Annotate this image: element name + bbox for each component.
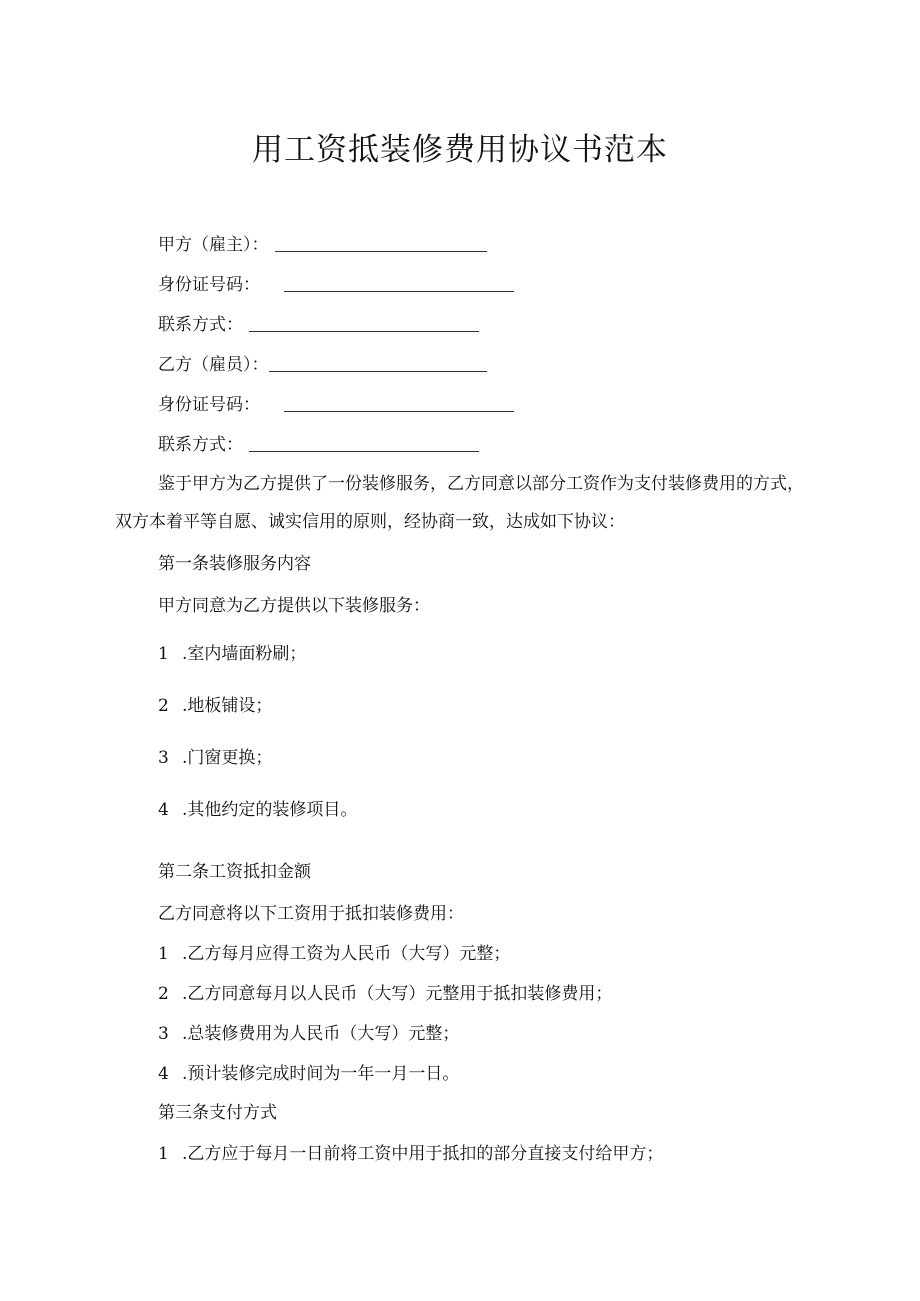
item-number: 3 bbox=[158, 1024, 169, 1044]
item-text: .乙方同意每月以人民币（大写）元整用于抵扣装修费用； bbox=[182, 984, 613, 1004]
article1-item bbox=[158, 642, 306, 666]
item-number: 4 bbox=[158, 800, 169, 820]
item-number: 2 bbox=[158, 696, 169, 716]
article1-heading: 第一条装修服务内容 bbox=[158, 554, 311, 574]
article2-item bbox=[158, 942, 510, 966]
party-b-id-row bbox=[158, 391, 514, 417]
intro-paragraph: 鉴于甲方为乙方提供了一份装修服务，乙方同意以部分工资作为支付装修费用的方式，双方本着平等自愿、诚实信用的原则，经协商一致，达成如下协议： bbox=[115, 474, 804, 532]
item-text: .总装修费用为人民币（大写）元整； bbox=[182, 1024, 460, 1044]
party-b-row bbox=[158, 351, 487, 377]
party-a-contact-blank[interactable] bbox=[249, 313, 479, 332]
party-a-row bbox=[158, 231, 487, 257]
item-number: 1 bbox=[158, 944, 169, 964]
article1-item bbox=[158, 798, 357, 822]
party-a-label: 甲方（雇主）： bbox=[158, 235, 269, 255]
party-a-id-blank[interactable] bbox=[284, 273, 514, 292]
item-text: .预计装修完成时间为一年一月一日。 bbox=[182, 1064, 460, 1084]
party-a-contact-label: 联系方式： bbox=[158, 315, 243, 335]
item-number: 1 bbox=[158, 1144, 169, 1164]
article3-item bbox=[158, 1142, 663, 1166]
party-b-contact-blank[interactable] bbox=[249, 433, 479, 452]
item-number: 1 bbox=[158, 644, 169, 664]
item-number: 4 bbox=[158, 1064, 169, 1084]
article2-lead: 乙方同意将以下工资用于抵扣装修费用： bbox=[158, 904, 464, 924]
party-b-contact-label: 联系方式： bbox=[158, 435, 243, 455]
party-b-contact-row bbox=[158, 431, 479, 457]
item-text: .门窗更换； bbox=[182, 748, 273, 768]
party-a-id-row bbox=[158, 271, 514, 297]
article2-heading: 第二条工资抵扣金额 bbox=[158, 862, 311, 882]
item-number: 2 bbox=[158, 984, 169, 1004]
party-b-id-label: 身份证号码： bbox=[158, 395, 260, 415]
item-text: .地板铺设； bbox=[182, 696, 273, 716]
item-text: .乙方每月应得工资为人民币（大写）元整； bbox=[182, 944, 511, 964]
item-text: .室内墙面粉刷； bbox=[182, 644, 307, 664]
item-number: 3 bbox=[158, 748, 169, 768]
document-title: 用工资抵装修费用协议书范本 bbox=[252, 132, 668, 168]
item-text: .乙方应于每月一日前将工资中用于抵扣的部分直接支付给甲方； bbox=[182, 1144, 664, 1164]
article1-item bbox=[158, 746, 272, 770]
article2-item bbox=[158, 1062, 459, 1086]
party-a-blank[interactable] bbox=[275, 233, 487, 252]
item-text: .其他约定的装修项目。 bbox=[182, 800, 358, 820]
party-b-label: 乙方（雇员）： bbox=[158, 355, 269, 375]
party-b-blank[interactable] bbox=[269, 353, 487, 372]
article1-lead: 甲方同意为乙方提供以下装修服务： bbox=[158, 596, 430, 616]
party-b-id-blank[interactable] bbox=[284, 393, 514, 412]
article1-item bbox=[158, 694, 272, 718]
party-a-id-label: 身份证号码： bbox=[158, 275, 260, 295]
article2-item bbox=[158, 1022, 459, 1046]
article2-item bbox=[158, 982, 612, 1006]
party-a-contact-row bbox=[158, 311, 479, 337]
article3-heading: 第三条支付方式 bbox=[158, 1103, 277, 1123]
